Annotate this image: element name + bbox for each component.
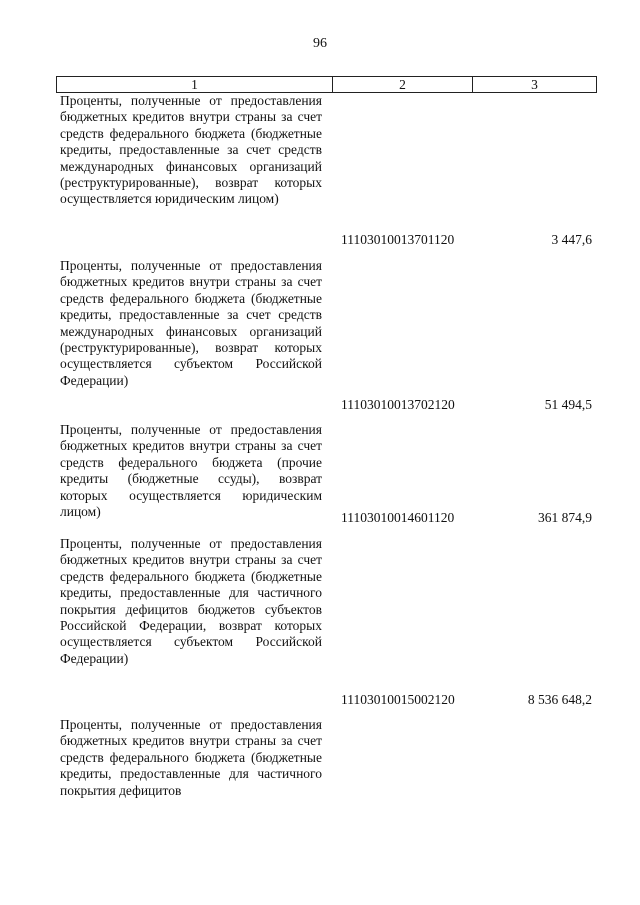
row-code: 11103010015002120 (341, 692, 455, 707)
row-amount: 361 874,9 (538, 510, 592, 525)
column-header-2: 2 (333, 77, 473, 92)
row-code: 11103010013702120 (341, 397, 455, 412)
row-description: Проценты, полученные от предоставления бюджетных кредитов внутри страны за счет средств федерального бюджета (бюджетные кредиты, предоставленные за счет средств международных финансовых организаций (реструктурированные), возврат которых осуществляется субъектом Российской Федерации) (60, 258, 322, 388)
column-header-1: 1 (57, 77, 333, 92)
column-header-3: 3 (531, 76, 538, 92)
row-description: Проценты, полученные от предоставления бюджетных кредитов внутри страны за счет средств федерального бюджета (бюджетные кредиты, предоставленные для частичного покрытия дефицитов (60, 717, 322, 798)
row-code: 11103010013701120 (341, 232, 455, 247)
table-header (56, 76, 597, 93)
row-amount: 8 536 648,2 (527, 692, 592, 707)
row-description: Проценты, полученные от предоставления бюджетных кредитов внутри страны за счет средств федерального бюджета (прочие кредиты (бюджетные ссуды), возврат которых осуществляется юридическим лицом) (60, 422, 322, 520)
row-code: 11103010014601120 (341, 510, 455, 525)
page-number: 96 (313, 36, 327, 51)
row-amount: 3 447,6 (551, 232, 592, 247)
row-description: Проценты, полученные от предоставления бюджетных кредитов внутри страны за счет средств федерального бюджета (бюджетные кредиты, предоставленные за счет средств международных финансовых организаций (реструктурированные), возврат которых осуществляется юридическим лицом) (60, 93, 322, 207)
row-description: Проценты, полученные от предоставления бюджетных кредитов внутри страны за счет средств федерального бюджета (бюджетные кредиты, предоставленные для частичного покрытия дефицитов бюджетов субъектов Российской Федерации, возврат которых осуществляется субъектом Российской Федерации) (60, 536, 322, 666)
row-amount: 51 494,5 (544, 397, 592, 412)
